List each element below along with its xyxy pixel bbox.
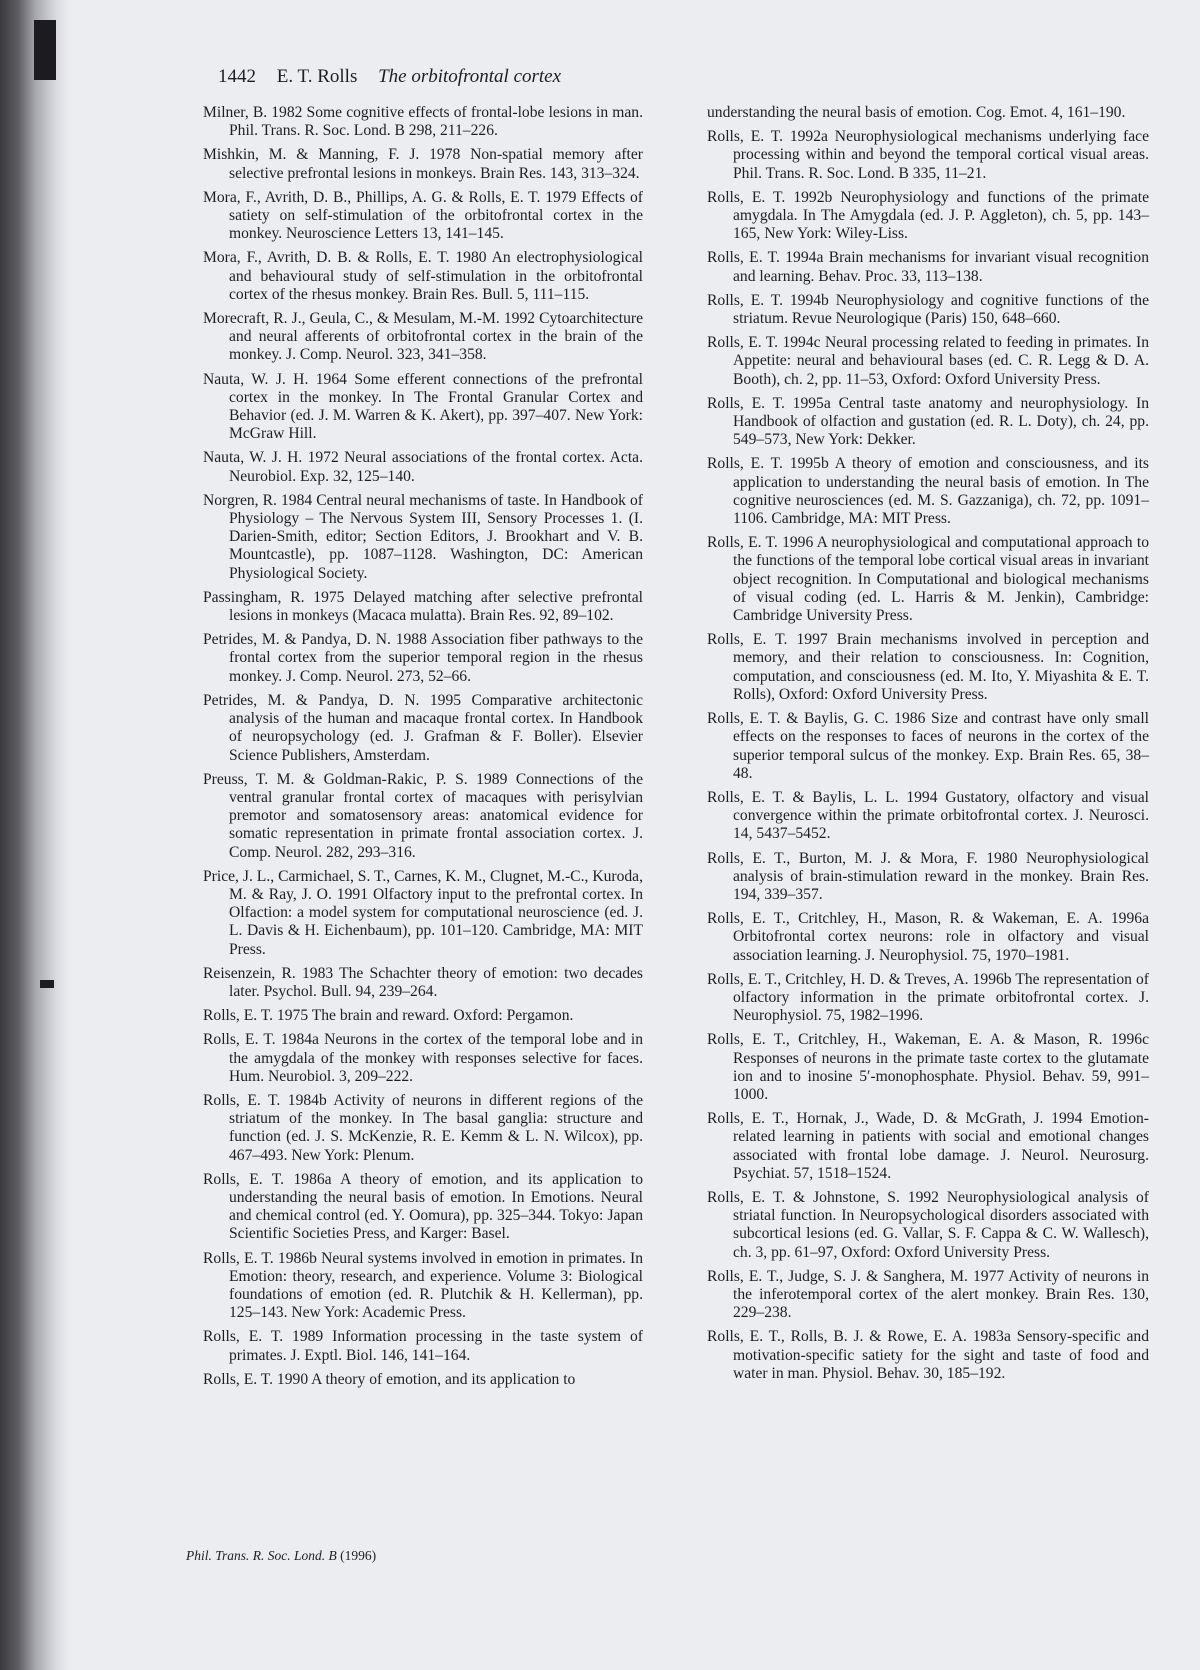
- reference-entry: Rolls, E. T. & Baylis, L. L. 1994 Gustatory, olfactory and visual convergence within the primate orbitofrontal cortex. J. Neurosci. 14, 5437–5452.: [707, 788, 1149, 843]
- reference-entry: Rolls, E. T., Critchley, H., Mason, R. & Wakeman, E. A. 1996a Orbitofrontal cortex neurons: role in olfactory and visual association learning. J. Neurophysiol. 75, 1970–1981.: [707, 910, 1149, 964]
- scan-binding-edge: [0, 0, 70, 1670]
- reference-entry: Rolls, E. T. 1994b Neurophysiology and cognitive functions of the striatum. Revue Neurologique (Paris) 150, 648–660.: [707, 291, 1149, 328]
- reference-entry: Rolls, E. T. 1986a A theory of emotion, and its application to understanding the neural basis of emotion. In Emotions. Neural and chemical control (ed. Y. Oomura), pp. 325–344. Tokyo: Japan Scientific Societies Press, and Karger: Basel.: [203, 1170, 643, 1243]
- running-author: E. T. Rolls: [276, 66, 358, 87]
- reference-entry: Rolls, E. T. 1989 Information processing in the taste system of primates. J. Exptl. Biol. 146, 141–164.: [203, 1328, 643, 1364]
- reference-entry: Rolls, E. T. 1990 A theory of emotion, and its application to: [203, 1370, 576, 1388]
- reference-entry: Rolls, E. T. 1995b A theory of emotion and consciousness, and its application to understanding the neural basis of emotion. In The cognitive neurosciences (ed. M. S. Gazzaniga), ch. 72, pp. 1091–1106. Cambridge, MA: MIT Press.: [707, 455, 1149, 528]
- reference-column-left: [203, 104, 643, 1395]
- reference-entry: Rolls, E. T. 1975 The brain and reward. Oxford: Pergamon.: [203, 1007, 574, 1025]
- reference-entry: Rolls, E. T. 1996 A neurophysiological and computational approach to the functions of the temporal lobe cortical visual areas in invariant object recognition. In Computational and biological mechanisms of visual coding (ed. L. Harris & M. Jenkin), Cambridge: Cambridge University Press.: [707, 534, 1149, 625]
- reference-entry: Morecraft, R. J., Geula, C., & Mesulam, M.-M. 1992 Cytoarchitecture and neural afferents of orbitofrontal cortex in the brain of the monkey. J. Comp. Neurol. 323, 341–358.: [203, 310, 643, 364]
- reference-entry: Rolls, E. T., Burton, M. J. & Mora, F. 1980 Neurophysiological analysis of brain-stimulation reward in the monkey. Brain Res. 194, 339–357.: [707, 849, 1149, 903]
- reference-entry: Rolls, E. T., Critchley, H., Wakeman, E. A. & Mason, R. 1996c Responses of neurons in the primate taste cortex to the glutamate ion and to inosine 5′-monophosphate. Physiol. Behav. 59, 991–1000.: [707, 1031, 1149, 1103]
- reference-entry: Petrides, M. & Pandya, D. N. 1995 Comparative architectonic analysis of the human and macaque frontal cortex. In Handbook of neuropsychology (ed. J. Grafman & F. Boller). Elsevier Science Publishers, Amsterdam.: [203, 691, 643, 764]
- page-number: 1442: [218, 66, 256, 87]
- reference-entry: Preuss, T. M. & Goldman-Rakic, P. S. 1989 Connections of the ventral granular frontal cortex of macaques with perisylvian premotor and somatosensory areas: anatomical evidence for somatic representation in primate frontal association cortex. J. Comp. Neurol. 282, 293–316.: [203, 770, 643, 861]
- reference-entry: Rolls, E. T. 1994a Brain mechanisms for invariant visual recognition and learning. Behav. Proc. 33, 113–138.: [707, 249, 1149, 285]
- running-header: [218, 66, 561, 88]
- footer-year: (1996): [340, 1548, 377, 1563]
- reference-entry: Milner, B. 1982 Some cognitive effects of frontal-lobe lesions in man. Phil. Trans. R. Soc. Lond. B 298, 211–226.: [203, 104, 643, 140]
- reference-entry: Rolls, E. T. 1984a Neurons in the cortex of the temporal lobe and in the amygdala of the monkey with responses selective for faces. Hum. Neurobiol. 3, 209–222.: [203, 1031, 643, 1085]
- footer-journal: Phil. Trans. R. Soc. Lond. B: [186, 1548, 337, 1563]
- reference-entry: Price, J. L., Carmichael, S. T., Carnes, K. M., Clugnet, M.-C., Kuroda, M. & Ray, J. O. 1991 Olfactory input to the prefrontal cortex. In Olfaction: a model system for computational neuroscience (ed. J. L. Davis & H. Eichenbaum), pp. 101–120. Cambridge, MA: MIT Press.: [203, 867, 643, 958]
- reference-entry: Passingham, R. 1975 Delayed matching after selective prefrontal lesions in monkeys (Macaca mulatta). Brain Res. 92, 89–102.: [203, 588, 643, 625]
- reference-entry: Reisenzein, R. 1983 The Schachter theory of emotion: two decades later. Psychol. Bull. 94, 239–264.: [203, 964, 643, 1000]
- reference-column-right: [707, 104, 1149, 1389]
- reference-entry: Rolls, E. T. 1984b Activity of neurons in different regions of the striatum of the monkey. In The basal ganglia: structure and function (ed. J. S. McKenzie, R. E. Kemm & L. N. Wilcox), pp. 467–493. New York: Plenum.: [203, 1091, 643, 1164]
- reference-entry: Rolls, E. T. 1994c Neural processing related to feeding in primates. In Appetite: neural and behavioural bases (ed. C. R. Legg & D. A. Booth), ch. 2, pp. 11–53, Oxford: Oxford University Press.: [707, 334, 1149, 388]
- reference-entry: Petrides, M. & Pandya, D. N. 1988 Association fiber pathways to the frontal cortex from the superior temporal region in the rhesus monkey. J. Comp. Neurol. 273, 52–66.: [203, 631, 643, 685]
- reference-entry: Rolls, E. T., Hornak, J., Wade, D. & McGrath, J. 1994 Emotion-related learning in patients with social and emotional changes associated with frontal lobe damage. J. Neurol. Neurosurg. Psychiat. 57, 1518–1524.: [707, 1110, 1149, 1182]
- scan-binding-mark: [34, 20, 56, 80]
- reference-entry: Norgren, R. 1984 Central neural mechanisms of taste. In Handbook of Physiology – The Nervous System III, Sensory Processes 1. (I. Darien-Smith, editor; Section Editors, J. Brookhart and V. B. Mountcastle), pp. 1087–1128. Washington, DC: American Physiological Society.: [203, 491, 643, 582]
- reference-entry: Rolls, E. T. & Johnstone, S. 1992 Neurophysiological analysis of striatal function. In Neuropsychological disorders associated with subcortical lesions (ed. G. Vallar, S. F. Cappa & C. W. Wallesch), ch. 3, pp. 61–97, Oxford: Oxford University Press.: [707, 1188, 1149, 1261]
- scan-binding-mark: [40, 980, 54, 988]
- reference-entry: Rolls, E. T. 1986b Neural systems involved in emotion in primates. In Emotion: theory, research, and experience. Volume 3: Biological foundations of emotion (ed. R. Plutchik & H. Kellerman), pp. 125–143. New York: Academic Press.: [203, 1249, 643, 1322]
- reference-entry: understanding the neural basis of emotion. Cog. Emot. 4, 161–190.: [707, 104, 1126, 121]
- reference-entry: Rolls, E. T. & Baylis, G. C. 1986 Size and contrast have only small effects on the responses to faces of neurons in the cortex of the superior temporal sulcus of the monkey. Exp. Brain Res. 65, 38–48.: [707, 710, 1149, 782]
- reference-entry: Mora, F., Avrith, D. B. & Rolls, E. T. 1980 An electrophysiological and behavioural study of self-stimulation in the orbitofrontal cortex of the rhesus monkey. Brain Res. Bull. 5, 111–115.: [203, 249, 643, 303]
- running-title: The orbitofrontal cortex: [378, 66, 562, 87]
- reference-entry: Rolls, E. T. 1995a Central taste anatomy and neurophysiology. In Handbook of olfaction and gustation (ed. R. L. Doty), ch. 24, pp. 549–573, New York: Dekker.: [707, 394, 1149, 449]
- reference-entry: Nauta, W. J. H. 1964 Some efferent connections of the prefrontal cortex in the monkey. In The Frontal Granular Cortex and Behavior (ed. J. M. Warren & K. Akert), pp. 397–407. New York: McGraw Hill.: [203, 370, 643, 443]
- page-footer: [186, 1548, 376, 1564]
- reference-entry: Rolls, E. T., Critchley, H. D. & Treves, A. 1996b The representation of olfactory information in the primate orbitofrontal cortex. J. Neurophysiol. 75, 1982–1996.: [707, 970, 1149, 1025]
- reference-entry: Mishkin, M. & Manning, F. J. 1978 Non-spatial memory after selective prefrontal lesions in monkeys. Brain Res. 143, 313–324.: [203, 146, 643, 182]
- reference-entry: Nauta, W. J. H. 1972 Neural associations of the frontal cortex. Acta. Neurobiol. Exp. 32, 125–140.: [203, 449, 643, 485]
- reference-entry: Rolls, E. T., Judge, S. J. & Sanghera, M. 1977 Activity of neurons in the inferotemporal cortex of the alert monkey. Brain Res. 130, 229–238.: [707, 1267, 1149, 1322]
- reference-entry: Rolls, E. T. 1992b Neurophysiology and functions of the primate amygdala. In The Amygdala (ed. J. P. Aggleton), ch. 5, pp. 143–165, New York: Wiley-Liss.: [707, 188, 1149, 243]
- reference-entry: Mora, F., Avrith, D. B., Phillips, A. G. & Rolls, E. T. 1979 Effects of satiety on self-stimulation of the orbitofrontal cortex in the monkey. Neuroscience Letters 13, 141–145.: [203, 188, 643, 243]
- reference-entry: Rolls, E. T. 1997 Brain mechanisms involved in perception and memory, and their relation to consciousness. In: Cognition, computation, and consciousness (ed. M. Ito, Y. Miyashita & E. T. Rolls), Oxford: Oxford University Press.: [707, 631, 1149, 703]
- reference-entry: Rolls, E. T., Rolls, B. J. & Rowe, E. A. 1983a Sensory-specific and motivation-specific satiety for the sight and taste of food and water in man. Physiol. Behav. 30, 185–192.: [707, 1328, 1149, 1382]
- reference-entry: Rolls, E. T. 1992a Neurophysiological mechanisms underlying face processing within and beyond the temporal cortical visual areas. Phil. Trans. R. Soc. Lond. B 335, 11–21.: [707, 128, 1149, 182]
